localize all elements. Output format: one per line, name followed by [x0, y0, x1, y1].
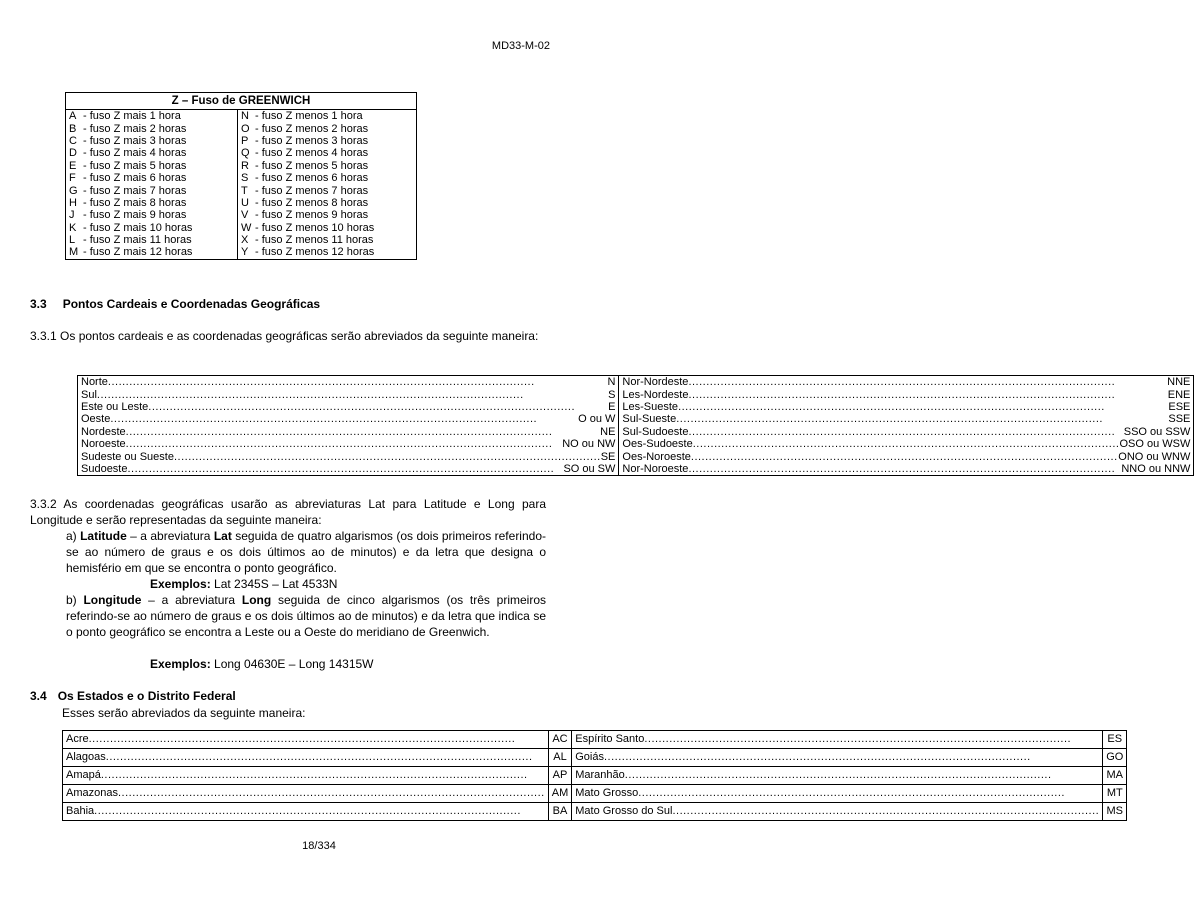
- zone-description: - fuso Z menos 12 horas: [255, 246, 375, 259]
- paragraph-3-3-2-intro: 3.3.2 As coordenadas geográficas usarão as abreviaturas Lat para Latitude e Long para Longitude e serão representadas da seguinte maneira:: [30, 497, 546, 527]
- state-name: Acre: [66, 733, 89, 745]
- section-title: Os Estados e o Distrito Federal: [57, 689, 236, 703]
- zone-letter: U: [241, 196, 249, 209]
- z-table-row: [66, 110, 417, 123]
- leader-dots: [678, 401, 1168, 413]
- z-cell-behind: [238, 122, 417, 134]
- cardinal-row: [78, 463, 1194, 476]
- state-name-cell: [63, 785, 549, 803]
- z-cell-behind: [238, 184, 417, 196]
- z-cell-ahead: [66, 110, 238, 123]
- leader-dots: [101, 767, 545, 784]
- longitude-term: Longitude: [83, 593, 142, 607]
- zone-letter: Q: [241, 147, 250, 160]
- z-cell-ahead: [66, 222, 238, 234]
- state-row: [63, 785, 1127, 803]
- z-table-row: [66, 122, 417, 134]
- direction-abbreviation: ONO ou WNW: [1118, 450, 1191, 463]
- z-table-row: [66, 160, 417, 172]
- zone-description: - fuso Z mais 8 horas: [83, 196, 187, 209]
- cardinal-row: [78, 450, 1194, 462]
- item-text: seguida de cinco algarismos (os três primeiros referindo-se ao número de graus e os dois últimos ao de minutos) e da letra que indica se o ponto geográfico se encontra a Leste ou a Oeste do meridiano de Greenwich.: [66, 593, 546, 639]
- zone-description: - fuso Z menos 1 hora: [255, 110, 363, 123]
- leader-dots: [638, 785, 1099, 802]
- zone-description: - fuso Z mais 12 horas: [83, 246, 193, 259]
- state-name: Amazonas: [66, 787, 118, 799]
- cardinal-points-table: [77, 375, 1194, 476]
- item-marker: b): [66, 593, 77, 607]
- zone-description: - fuso Z menos 4 horas: [255, 147, 369, 160]
- direction-name: Oes-Sudoeste: [622, 438, 693, 451]
- state-code: AL: [548, 749, 572, 767]
- leader-dots: [97, 389, 608, 401]
- document-code: MD33-M-02: [491, 40, 550, 52]
- state-row: [63, 767, 1127, 785]
- z-cell-ahead: [66, 172, 238, 184]
- leader-dots: [94, 803, 545, 820]
- page-number: 18/334: [302, 840, 336, 852]
- zone-letter: T: [241, 184, 248, 197]
- z-cell-behind: [238, 234, 417, 246]
- z-cell-ahead: [66, 135, 238, 147]
- direction-abbreviation: NO ou NW: [562, 438, 616, 451]
- section-3-4-intro: Esses serão abreviados da seguinte maneira:: [62, 706, 306, 720]
- leader-dots: [625, 767, 1099, 784]
- item-a-latitude: [66, 528, 546, 576]
- leader-dots: [688, 426, 1123, 438]
- state-name-cell: [63, 731, 549, 749]
- zone-letter: S: [241, 172, 249, 185]
- state-code: BA: [548, 803, 572, 821]
- intercardinal-cell: [619, 426, 1194, 438]
- state-code: ES: [1103, 731, 1127, 749]
- zone-letter: B: [69, 122, 77, 135]
- direction-abbreviation: ENE: [1167, 388, 1191, 401]
- item-text: – a abreviatura: [126, 529, 214, 543]
- leader-dots: [672, 803, 1099, 820]
- leader-dots: [148, 401, 608, 413]
- paragraph-3-3-1: 3.3.1 Os pontos cardeais e as coordenadas geográficas serão abreviados da seguinte maneira:: [30, 329, 539, 343]
- state-name-cell: [572, 803, 1103, 821]
- cardinal-row: [78, 388, 1194, 400]
- z-table-row: [66, 135, 417, 147]
- direction-abbreviation: SSO ou SSW: [1123, 425, 1191, 438]
- zone-letter: K: [69, 221, 77, 234]
- z-timezone-table: [65, 92, 417, 260]
- direction-abbreviation: NE: [600, 425, 616, 438]
- intercardinal-cell: [619, 413, 1194, 425]
- direction-name: Norte: [81, 376, 108, 389]
- zone-description: - fuso Z mais 4 horas: [83, 147, 187, 160]
- z-table-row: [66, 172, 417, 184]
- zone-description: - fuso Z mais 5 horas: [83, 159, 187, 172]
- state-name: Mato Grosso do Sul: [575, 805, 673, 817]
- cardinal-cell: [78, 401, 619, 413]
- direction-name: Sul: [81, 388, 97, 401]
- leader-dots: [688, 463, 1121, 475]
- zone-description: - fuso Z menos 3 horas: [255, 134, 369, 147]
- z-table-row: [66, 246, 417, 259]
- cardinal-row: [78, 438, 1194, 450]
- leader-dots: [126, 438, 563, 450]
- zone-description: - fuso Z menos 9 horas: [255, 209, 369, 222]
- zone-description: - fuso Z mais 11 horas: [83, 234, 192, 247]
- state-name-cell: [63, 767, 549, 785]
- intercardinal-cell: [619, 450, 1194, 462]
- state-row: [63, 749, 1127, 767]
- cardinal-cell: [78, 413, 619, 425]
- direction-abbreviation: ESE: [1168, 400, 1191, 413]
- state-code: MT: [1103, 785, 1127, 803]
- leader-dots: [604, 749, 1099, 766]
- zone-description: - fuso Z mais 2 horas: [83, 122, 187, 135]
- direction-name: Sudoeste: [81, 462, 128, 475]
- zone-description: - fuso Z menos 10 horas: [255, 221, 375, 234]
- state-name: Mato Grosso: [575, 787, 639, 799]
- examples-label: Exemplos:: [150, 577, 211, 591]
- leader-dots: [688, 389, 1167, 401]
- item-marker: a): [66, 529, 77, 543]
- zone-description: - fuso Z mais 1 hora: [83, 110, 181, 123]
- direction-name: Sul-Sudoeste: [622, 425, 689, 438]
- z-cell-behind: [238, 222, 417, 234]
- z-cell-behind: [238, 160, 417, 172]
- direction-abbreviation: OSO ou WSW: [1119, 438, 1191, 451]
- direction-name: Sul-Sueste: [622, 413, 677, 426]
- zone-description: - fuso Z menos 7 horas: [255, 184, 369, 197]
- zone-description: - fuso Z menos 11 horas: [255, 234, 374, 247]
- z-cell-behind: [238, 246, 417, 259]
- zone-letter: H: [69, 196, 77, 209]
- lat-term: Lat: [213, 529, 232, 543]
- z-cell-behind: [238, 197, 417, 209]
- z-cell-ahead: [66, 246, 238, 259]
- state-code: AP: [548, 767, 572, 785]
- leader-dots: [174, 451, 601, 463]
- zone-letter: G: [69, 184, 78, 197]
- z-cell-behind: [238, 172, 417, 184]
- zone-description: - fuso Z mais 10 horas: [83, 221, 193, 234]
- examples-label: Exemplos:: [150, 657, 211, 671]
- direction-abbreviation: SO ou SW: [563, 462, 616, 475]
- zone-description: - fuso Z mais 7 horas: [83, 184, 187, 197]
- direction-name: Nor-Nordeste: [622, 376, 689, 389]
- direction-name: Nordeste: [81, 425, 126, 438]
- leader-dots: [676, 413, 1168, 425]
- state-name-cell: [572, 731, 1103, 749]
- leader-dots: [693, 438, 1120, 450]
- zone-letter: E: [69, 159, 77, 172]
- direction-name: Oes-Noroeste: [622, 450, 691, 463]
- item-text: – a abreviatura: [141, 593, 242, 607]
- z-table-row: [66, 209, 417, 221]
- state-name: Maranhão: [575, 769, 625, 781]
- leader-dots: [118, 785, 545, 802]
- latitude-examples: [150, 576, 550, 592]
- cardinal-row: [78, 376, 1194, 389]
- long-term: Long: [241, 593, 272, 607]
- state-name-cell: [63, 749, 549, 767]
- direction-name: Noroeste: [81, 438, 126, 451]
- zone-letter: D: [69, 147, 77, 160]
- direction-abbreviation: NNE: [1167, 376, 1191, 389]
- cardinal-cell: [78, 438, 619, 450]
- direction-abbreviation: N: [607, 376, 616, 389]
- state-name: Alagoas: [66, 751, 106, 763]
- z-cell-behind: [238, 209, 417, 221]
- z-table-row: [66, 197, 417, 209]
- zone-description: - fuso Z mais 3 horas: [83, 134, 187, 147]
- z-cell-ahead: [66, 234, 238, 246]
- zone-letter: V: [241, 209, 249, 222]
- direction-abbreviation: O ou W: [578, 413, 616, 426]
- z-table-row: [66, 222, 417, 234]
- z-table-row: [66, 147, 417, 159]
- intercardinal-cell: [619, 388, 1194, 400]
- zone-description: - fuso Z menos 8 horas: [255, 196, 369, 209]
- z-cell-ahead: [66, 147, 238, 159]
- z-cell-ahead: [66, 209, 238, 221]
- direction-name: Este ou Leste: [81, 400, 149, 413]
- cardinal-cell: [78, 388, 619, 400]
- zone-letter: M: [69, 246, 79, 259]
- state-name-cell: [572, 749, 1103, 767]
- direction-name: Oeste: [81, 413, 111, 426]
- direction-abbreviation: SSE: [1168, 413, 1191, 426]
- zone-letter: Y: [241, 246, 249, 259]
- z-table-row: [66, 184, 417, 196]
- zone-letter: W: [241, 221, 252, 234]
- direction-abbreviation: NNO ou NNW: [1121, 462, 1191, 475]
- leader-dots: [127, 463, 563, 475]
- z-cell-behind: [238, 135, 417, 147]
- cardinal-cell: [78, 450, 619, 462]
- latitude-term: Latitude: [80, 529, 127, 543]
- section-3-3-heading: [30, 297, 320, 311]
- zone-letter: R: [241, 159, 249, 172]
- state-row: [63, 731, 1127, 749]
- zone-description: - fuso Z menos 2 horas: [255, 122, 369, 135]
- z-cell-ahead: [66, 160, 238, 172]
- z-cell-ahead: [66, 122, 238, 134]
- direction-name: Les-Sueste: [622, 400, 679, 413]
- state-code: MS: [1103, 803, 1127, 821]
- section-number: 3.3: [30, 297, 47, 311]
- section-3-4-heading: [30, 689, 236, 703]
- direction-abbreviation: SE: [600, 450, 616, 463]
- zone-description: - fuso Z menos 5 horas: [255, 159, 369, 172]
- leader-dots: [110, 413, 578, 425]
- item-b-longitude: [66, 592, 546, 640]
- cardinal-cell: [78, 426, 619, 438]
- leader-dots: [108, 376, 608, 388]
- leader-dots: [106, 749, 545, 766]
- zone-letter: A: [69, 110, 77, 123]
- examples-text: Long 04630E – Long 14315W: [210, 657, 374, 671]
- direction-abbreviation: E: [608, 400, 616, 413]
- state-code: AC: [548, 731, 572, 749]
- state-name: Bahia: [66, 805, 95, 817]
- section-number: 3.4: [30, 689, 47, 703]
- z-table-row: [66, 234, 417, 246]
- zone-description: - fuso Z mais 9 horas: [83, 209, 187, 222]
- state-name: Espírito Santo: [575, 733, 645, 745]
- zone-letter: J: [69, 209, 75, 222]
- state-code: AM: [548, 785, 572, 803]
- zone-description: - fuso Z mais 6 horas: [83, 172, 187, 185]
- z-cell-ahead: [66, 197, 238, 209]
- zone-letter: L: [69, 234, 76, 247]
- z-cell-behind: [238, 147, 417, 159]
- leader-dots: [691, 451, 1118, 463]
- z-table-title: Z – Fuso de GREENWICH: [66, 93, 417, 110]
- leader-dots: [89, 731, 545, 748]
- cardinal-row: [78, 401, 1194, 413]
- state-code: GO: [1103, 749, 1127, 767]
- direction-abbreviation: S: [608, 388, 616, 401]
- section-title: Pontos Cardeais e Coordenadas Geográficas: [62, 297, 321, 311]
- zone-letter: X: [241, 234, 249, 247]
- state-name-cell: [572, 785, 1103, 803]
- state-name: Goiás: [575, 751, 604, 763]
- longitude-examples: [150, 656, 550, 672]
- intercardinal-cell: [619, 376, 1194, 389]
- intercardinal-cell: [619, 463, 1194, 476]
- state-name-cell: [63, 803, 549, 821]
- item-text: seguida de quatro algarismos (os dois primeiros referindo-se ao número de graus e os dois últimos ao de minutos) e da letra que designa o hemisfério em que se encontra o ponto geográfico.: [66, 529, 546, 575]
- state-name: Amapá: [66, 769, 101, 781]
- zone-letter: N: [241, 110, 249, 123]
- zone-letter: P: [241, 134, 249, 147]
- state-name-cell: [572, 767, 1103, 785]
- direction-name: Sudeste ou Sueste: [81, 450, 174, 463]
- state-row: [63, 803, 1127, 821]
- leader-dots: [688, 376, 1167, 388]
- cardinal-cell: [78, 376, 619, 389]
- state-code: MA: [1103, 767, 1127, 785]
- zone-letter: F: [69, 172, 76, 185]
- z-cell-ahead: [66, 184, 238, 196]
- cardinal-row: [78, 413, 1194, 425]
- intercardinal-cell: [619, 401, 1194, 413]
- leader-dots: [644, 731, 1099, 748]
- cardinal-row: [78, 426, 1194, 438]
- zone-letter: O: [241, 122, 250, 135]
- cardinal-cell: [78, 463, 619, 476]
- z-cell-behind: [238, 110, 417, 123]
- zone-letter: C: [69, 134, 77, 147]
- intercardinal-cell: [619, 438, 1194, 450]
- states-table: [62, 730, 1127, 821]
- examples-text: Lat 2345S – Lat 4533N: [210, 577, 338, 591]
- zone-description: - fuso Z menos 6 horas: [255, 172, 369, 185]
- direction-name: Nor-Noroeste: [622, 462, 689, 475]
- direction-name: Les-Nordeste: [622, 388, 689, 401]
- leader-dots: [126, 426, 600, 438]
